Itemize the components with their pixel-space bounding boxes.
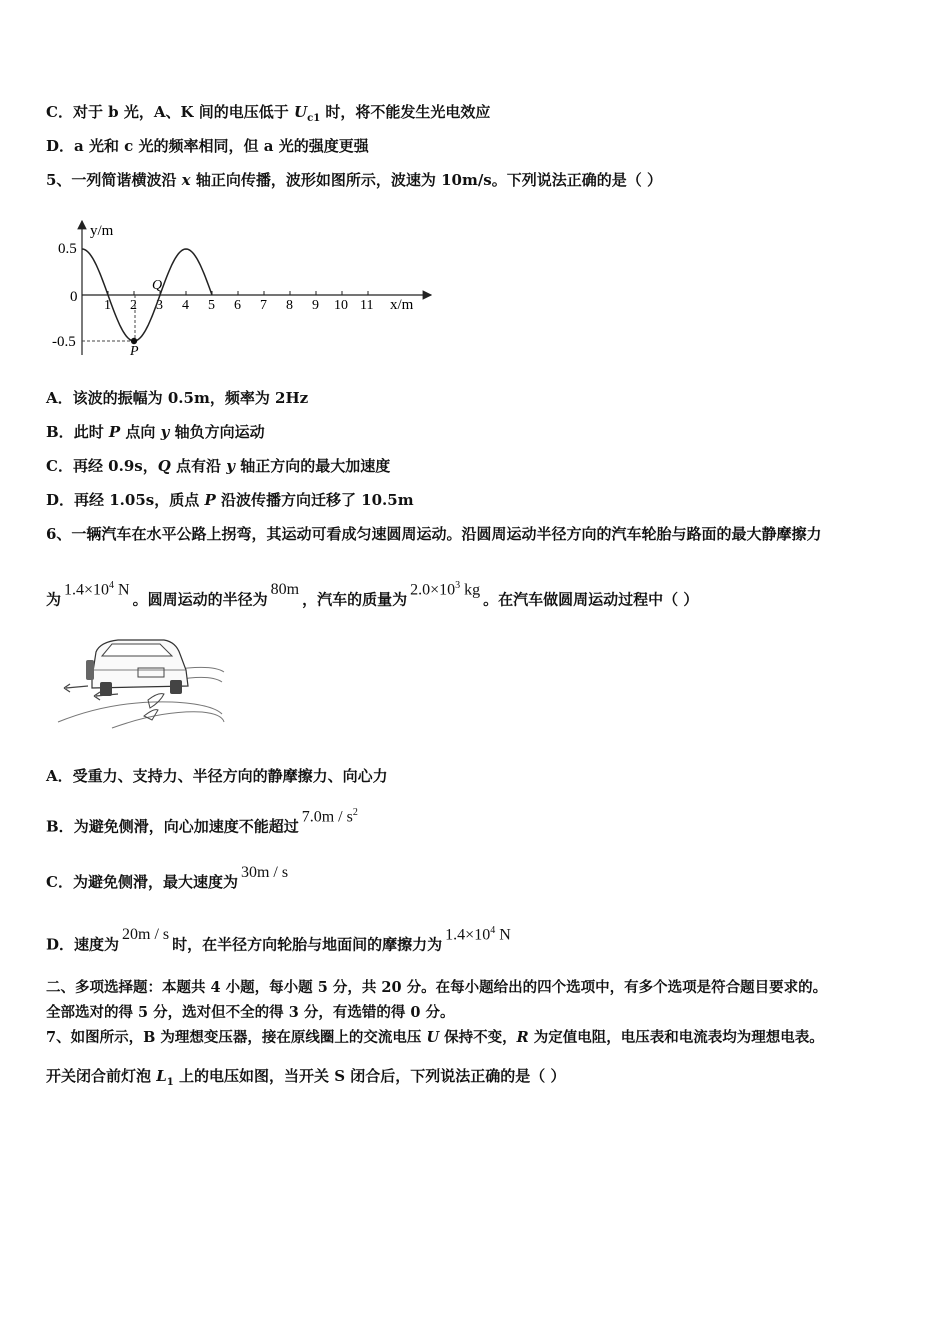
q5-option-a: A．该波的振幅为 0.5m，频率为 2Hz bbox=[46, 389, 309, 407]
q6-option-c: C．为避免侧滑，最大速度为30m / s bbox=[46, 864, 289, 891]
q5-option-d: D．再经 1.05s，质点 P 沿波传播方向迁移了 10.5m bbox=[46, 491, 414, 509]
x-tick-label: 4 bbox=[182, 298, 189, 313]
point-p-label: P bbox=[130, 344, 139, 359]
x-tick-label: 2 bbox=[130, 298, 137, 313]
q5-stem: 5、一列简谐横波沿 x 轴正向传播，波形如图所示，波速为 10m/s。下列说法正确的是（ ） bbox=[46, 171, 662, 189]
max-friction-value: $1.4\times 10^4$ N bbox=[64, 580, 130, 599]
q6-option-a: A．受重力、支持力、半径方向的静摩擦力、向心力 bbox=[46, 767, 388, 785]
x-axis-label: x/m bbox=[390, 297, 414, 313]
x-tick-label: 1 bbox=[104, 298, 111, 313]
x-tick-label: 9 bbox=[312, 298, 319, 313]
q7-stem-line2: 开关闭合前灯泡 $L_1$ 上的电压如图，当开关 S 闭合后，下列说法正确的是（ ） bbox=[46, 1067, 566, 1088]
q6-option-b: B．为避免侧滑，向心加速度不能超过$7.0m / s^2$ bbox=[46, 813, 361, 837]
wave-chart bbox=[46, 215, 446, 365]
q6-stem-line1: 6、一辆汽车在水平公路上拐弯，其运动可看成匀速圆周运动。沿圆周运动半径方向的汽车轮胎与路面的最大静摩擦力 bbox=[46, 525, 822, 543]
y-axis-label: y/m bbox=[90, 223, 114, 239]
section2-scoring: 全部选对的得 5 分，选对但不全的得 3 分，有选错的得 0 分。 bbox=[46, 1004, 455, 1021]
x-tick-label: 8 bbox=[286, 298, 293, 313]
y-tick-neg: -0.5 bbox=[52, 334, 76, 350]
x-tick-label: 3 bbox=[156, 298, 163, 313]
acceleration-limit-value: $7.0m / s^2$ bbox=[301, 807, 358, 826]
x-tick-label: 6 bbox=[234, 298, 241, 313]
q5-option-b: B．此时 P 点向 y 轴负方向运动 bbox=[46, 423, 265, 441]
q6-option-d: D．速度为20m / s时，在半径方向轮胎与地面间的摩擦力为$1.4\times 10^4$ N bbox=[46, 931, 514, 955]
q6-stem-line2: 为$1.4\times 10^4$ N。圆周运动的半径为80m，汽车的质量为$2.0\times 10^3$ kg。在汽车做圆周运动过程中（ ） bbox=[46, 586, 698, 610]
x-tick-label: 10 bbox=[334, 298, 348, 313]
q4-option-d: D．a 光和 c 光的频率相同，但 a 光的强度更强 bbox=[46, 137, 369, 155]
y-tick-zero: 0 bbox=[70, 289, 78, 305]
q5-option-c: C．再经 0.9s，Q 点有沿 y 轴正方向的最大加速度 bbox=[46, 457, 391, 475]
x-tick-label: 5 bbox=[208, 298, 215, 313]
speed-value: 20m / s bbox=[122, 926, 170, 944]
point-q-label: Q bbox=[152, 278, 163, 293]
car-turning-illustration bbox=[52, 630, 227, 730]
section2-heading: 二、多项选择题：本题共 4 小题，每小题 5 分，共 20 分。在每小题给出的四个选项中，有多个选项是符合题目要求的。 bbox=[46, 979, 828, 996]
max-speed-value: 30m / s bbox=[240, 864, 289, 881]
x-tick-label: 11 bbox=[360, 298, 374, 313]
q4-option-c: C．对于 b 光，A、K 间的电压低于 $U_{c1}$ 时，将不能发生光电效应 bbox=[46, 103, 491, 124]
q7-stem-line1: 7、如图所示，B 为理想变压器，接在原线圈上的交流电压 U 保持不变，R 为定值电阻，电压表和电流表均为理想电表。 bbox=[46, 1029, 824, 1046]
x-tick-label: 7 bbox=[260, 298, 267, 313]
y-tick-pos: 0.5 bbox=[58, 241, 77, 257]
friction-value: $1.4\times 10^4$ N bbox=[445, 925, 511, 944]
mass-value: $2.0\times 10^3$ kg bbox=[410, 580, 481, 599]
radius-value: 80m bbox=[270, 581, 300, 599]
